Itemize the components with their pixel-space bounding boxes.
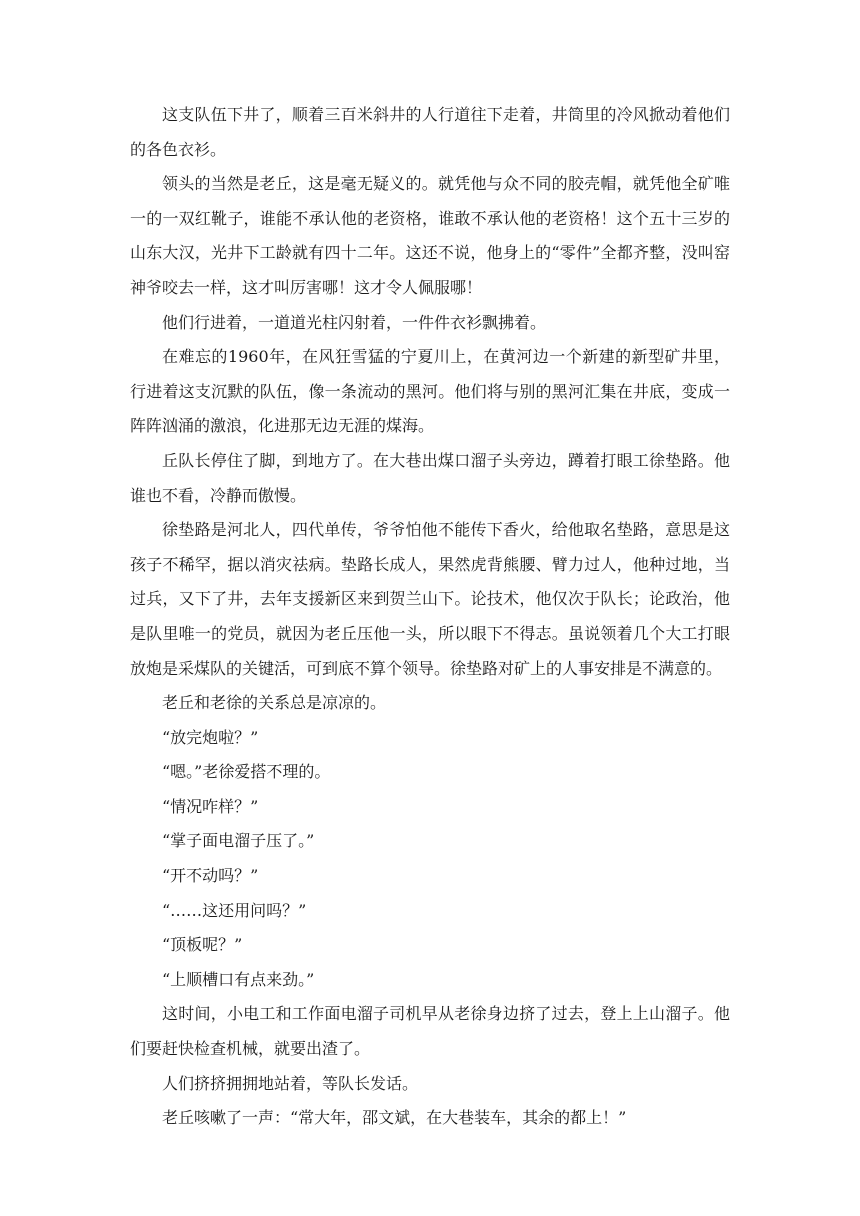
paragraph-1: 这支队伍下井了，顺着三百米斜井的人行道往下走着，井筒里的冷风掀动着他们的各色衣衫。 (130, 105, 730, 159)
dialogue-line-8: “上顺槽口有点来劲。” (162, 969, 315, 989)
paragraph-10: 老丘咳嗽了一声：“常大年，邵文斌，在大巷装车，其余的都上！” (162, 1108, 627, 1128)
dialogue-line-4: “掌子面电溜子压了。” (162, 831, 315, 851)
dialogue-line-3: “情况咋样？” (162, 796, 259, 816)
dialogue-line-1: “放完炮啦？” (162, 727, 259, 747)
dialogue-line-5: “开不动吗？” (162, 866, 259, 886)
dialogue-line-7: “顶板呢？” (162, 935, 243, 955)
dialogue-line-2: “嗯。”老徐爱搭不理的。 (162, 762, 331, 782)
paragraph-2: 领头的当然是老丘，这是毫无疑义的。就凭他与众不同的胶壳帽，就凭他全矿唯一的一双红靴子，谁能不承认他的老资格，谁敢不承认他的老资格！这个五十三岁的山东大汉，光井下工龄就有四十二年。这还不说，他身上的“零件”全都齐整，没叫窑神爷咬去一样，这才叫厉害哪！这才令人佩服哪！ (130, 174, 730, 297)
paragraph-8: 这时间，小电工和工作面电溜子司机早从老徐身边挤了过去，登上上山溜子。他们要赶快检查机械，就要出渣了。 (130, 1004, 730, 1059)
paragraph-7: 老丘和老徐的关系总是凉凉的。 (162, 693, 387, 713)
paragraph-3: 他们行进着，一道道光柱闪射着，一件件衣衫飘拂着。 (162, 312, 547, 332)
paragraph-6: 徐垫路是河北人，四代单传，爷爷怕他不能传下香火，给他取名垫路，意思是这孩子不稀罕，据以消灾祛病。垫路长成人，果然虎背熊腰、臂力过人，他种过地，当过兵，又下了井，去年支援新区来到贺兰山下。论技术，他仅次于队长；论政治，他是队里唯一的党员，就因为老丘压他一头，所以眼下不得志。虽说领着几个大工打眼放炮是采煤队的关键活，可到底不算个领导。徐垫路对矿上的人事安排是不满意的。 (130, 520, 730, 678)
dialogue-line-6: “……这还用问吗？” (162, 900, 307, 920)
paragraph-4: 在难忘的1960年，在风狂雪猛的宁夏川上，在黄河边一个新建的新型矿井里，行进着这支沉默的队伍，像一条流动的黑河。他们将与别的黑河汇集在井底，变成一阵阵汹涌的激浪，化进那无边无涯的煤海。 (130, 347, 730, 436)
paragraph-9: 人们挤挤拥拥地站着，等队长发话。 (162, 1073, 419, 1093)
paragraph-5: 丘队长停住了脚，到地方了。在大巷出煤口溜子头旁边，蹲着打眼工徐垫路。他谁也不看，冷静而傲慢。 (130, 450, 730, 505)
document-body (130, 98, 730, 1136)
